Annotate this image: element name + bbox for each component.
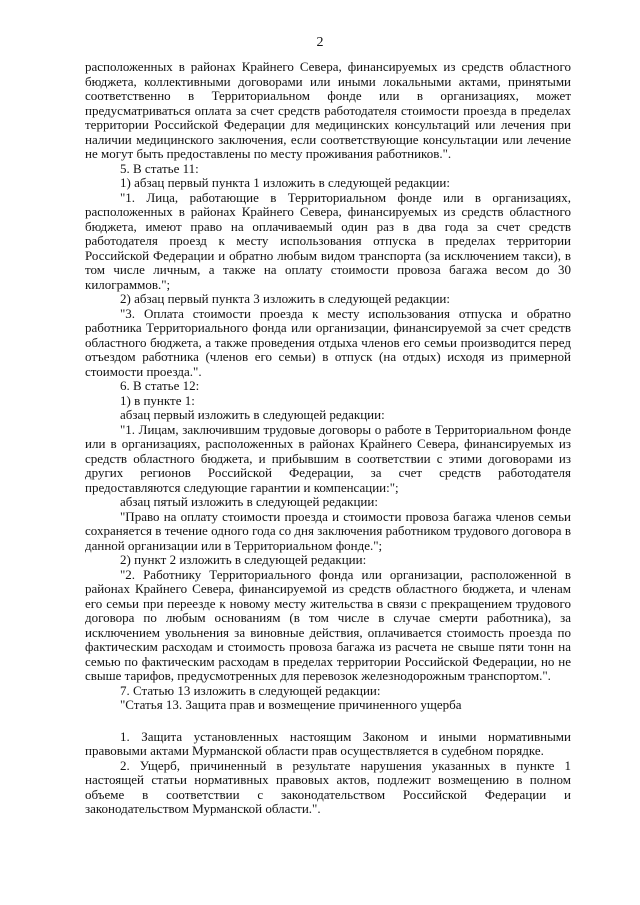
article-13-title: "Статья 13. Защита прав и возмещение причиненного ущерба xyxy=(120,697,462,712)
article-12-item-2-intro: 2) пункт 2 изложить в следующей редакции: xyxy=(120,552,367,567)
article-12-item-1-intro: 1) в пункте 1: xyxy=(120,392,195,408)
article-13-intro: 7. Статью 13 изложить в следующей редакции: xyxy=(120,682,381,698)
document-body xyxy=(85,60,571,817)
paragraph-continuation: расположенных в районах Крайнего Севера, финансируемых из средств областного бюджета, коллективными договорами или иными локальными актами, принятыми соответственно в Территориальном фонде или в организациях, может предусматриваться оплата за счет средств работодателя стоимости проезда в пределах территории Российской Федерации для медицинских консультаций или лечения при наличии медицинского заключения, если соответствующие консультации или лечение не могут быть предоставлены по месту проживания работников.". xyxy=(85,59,571,161)
article-11-heading: 5. В статье 11: xyxy=(120,160,199,176)
page-number: 2 xyxy=(316,35,324,50)
article-11-item-2-text: "3. Оплата стоимости проезда к месту использования отпуска и обратно работника Территориального фонда или организации, финансируемой за счет средств областного бюджета, а также проведения отдыха членов его семьи производится перед отъездом работника (членов его семьи) в отпуск (на отдых) исходя из примерной стоимости проезда.". xyxy=(85,305,571,379)
article-12-item-2-text: "2. Работнику Территориального фонда или организации, расположенной в районах Крайнего Севера, финансируемой из средств областного бюджета, и членам его семьи при переезде к новому месту жительства в связи с прекращением трудового договора по любым основаниям (в том числе в случае смерти работника), за исключением увольнения за виновные действия, оплачивается стоимость проезда по фактическим расходам и стоимость провоза багажа из расчета не свыше пяти тонн на семью по фактическим расходам в пределах территории Российской Федерации, но не свыше тарифов, предусмотренных для перевозок железнодорожным транспортом.". xyxy=(85,566,571,683)
article-13-item-2: 2. Ущерб, причиненный в результате нарушения указанных в пункте 1 настоящей статьи нормативных правовых актов, подлежит возмещению в полном объеме в соответствии с законодательством Российской Федерации и законодательством Мурманской области.". xyxy=(85,757,571,816)
article-13-item-1: 1. Защита установленных настоящим Законом и иными нормативными правовыми актами Мурманской области прав осуществляется в судебном порядке. xyxy=(85,728,571,758)
article-12-para-5-text: "Право на оплату стоимости проезда и стоимости провоза багажа членов семьи сохраняется в течение одного года со дня заключения работником трудового договора в данной организации или в Территориальном фонде."; xyxy=(85,508,571,553)
article-11-item-1-intro: 1) абзац первый пункта 1 изложить в следующей редакции: xyxy=(120,175,450,190)
article-12-para-1-text: "1. Лицам, заключившим трудовые договоры о работе в Территориальном фонде или в организациях, расположенных в районах Крайнего Севера, финансируемых из средств областного бюджета, и прибывшим в соответствии с этими договорами из других регионов Российской Федерации, за счет средств работодателя предоставляются следующие гарантии и компенсации:"; xyxy=(85,421,571,495)
article-11-item-2-intro: 2) абзац первый пункта 3 изложить в следующей редакции: xyxy=(120,291,450,306)
article-11-item-1-text: "1. Лица, работающие в Территориальном фонде или в организациях, расположенных в районах Крайнего Севера, финансируемых из средств областного бюджета, имеют право на оплачиваемый один раз в два года за счет средств работодателя проезд к месту использования отпуска в пределах территории Российской Федерации и обратно любым видом транспорта (за исключением такси), в том числе личным, а также на оплату стоимости провоза багажа весом до 30 килограммов."; xyxy=(85,189,571,292)
article-12-heading: 6. В статье 12: xyxy=(120,378,200,393)
article-12-para-1-intro: абзац первый изложить в следующей редакции: xyxy=(120,407,385,422)
article-12-para-5-intro: абзац пятый изложить в следующей редакции: xyxy=(120,494,378,509)
